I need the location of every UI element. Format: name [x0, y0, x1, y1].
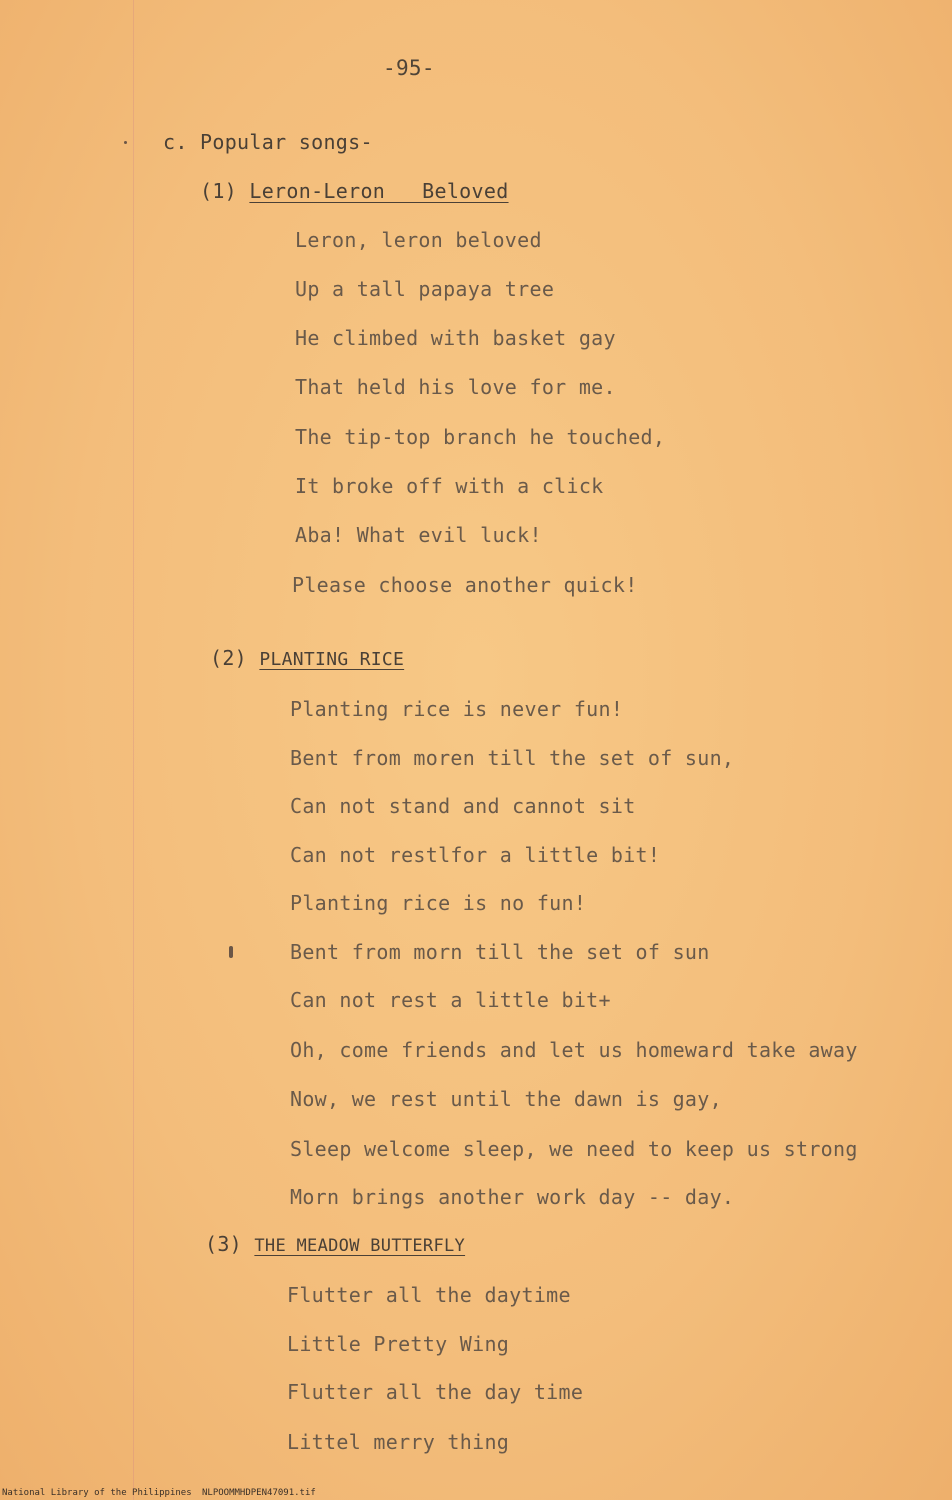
song-1-line-2: Up a tall papaya tree: [295, 277, 555, 301]
page-number: -95-: [383, 56, 435, 80]
footer-filename: NLPOOMMHDPEN47091.tif: [202, 1488, 316, 1498]
song-2-line-9: Now, we rest until the dawn is gay,: [290, 1087, 722, 1111]
song-1-heading: [200, 179, 509, 203]
song-3-line-2: Little Pretty Wing: [287, 1332, 510, 1356]
song-2-line-6: Bent from morn till the set of sun: [290, 940, 710, 964]
song-3-heading: [205, 1232, 465, 1258]
stray-mark: [229, 946, 233, 958]
margin-line: [133, 0, 134, 1500]
song-2-line-4: Can not restlfor a little bit!: [290, 843, 661, 867]
song-3-title: THE MEADOW BUTTERFLY: [254, 1236, 466, 1256]
song-1-line-5: The tip-top branch he touched,: [295, 425, 666, 449]
song-2-line-11: Morn brings another work day -- day.: [290, 1185, 735, 1209]
song-2-number: (2): [210, 646, 248, 670]
section-marker: c.: [163, 130, 188, 154]
song-2-line-7: Can not rest a little bit+: [290, 988, 611, 1012]
song-1-line-7: Aba! What evil luck!: [295, 523, 542, 547]
song-3-line-4: Littel merry thing: [287, 1430, 510, 1454]
footer-source: National Library of the Philippines: [2, 1488, 192, 1498]
section-heading: [163, 130, 373, 154]
section-title: Popular songs-: [200, 130, 373, 154]
song-2-line-5: Planting rice is no fun!: [290, 891, 587, 915]
song-2-line-8: Oh, come friends and let us homeward take away: [290, 1038, 858, 1062]
song-1-title: Leron-Leron Beloved: [249, 179, 509, 203]
song-3-line-1: Flutter all the daytime: [287, 1283, 571, 1307]
song-2-title: PLANTING RICE: [259, 649, 405, 670]
song-1-line-6: It broke off with a click: [295, 474, 604, 498]
song-2-line-2: Bent from moren till the set of sun,: [290, 746, 735, 770]
song-2-line-1: Planting rice is never fun!: [290, 697, 624, 721]
stray-mark: [124, 141, 127, 144]
song-2-line-3: Can not stand and cannot sit: [290, 794, 636, 818]
song-3-number: (3): [205, 1232, 243, 1256]
song-1-number: (1): [200, 179, 238, 203]
song-2-heading: [210, 646, 404, 672]
song-1-line-8: Please choose another quick!: [292, 573, 638, 597]
song-1-line-4: That held his love for me.: [295, 375, 616, 399]
song-1-line-1: Leron, leron beloved: [295, 228, 542, 252]
song-3-line-3: Flutter all the day time: [287, 1380, 584, 1404]
song-2-line-10: Sleep welcome sleep, we need to keep us strong: [290, 1137, 858, 1161]
song-1-line-3: He climbed with basket gay: [295, 326, 616, 350]
